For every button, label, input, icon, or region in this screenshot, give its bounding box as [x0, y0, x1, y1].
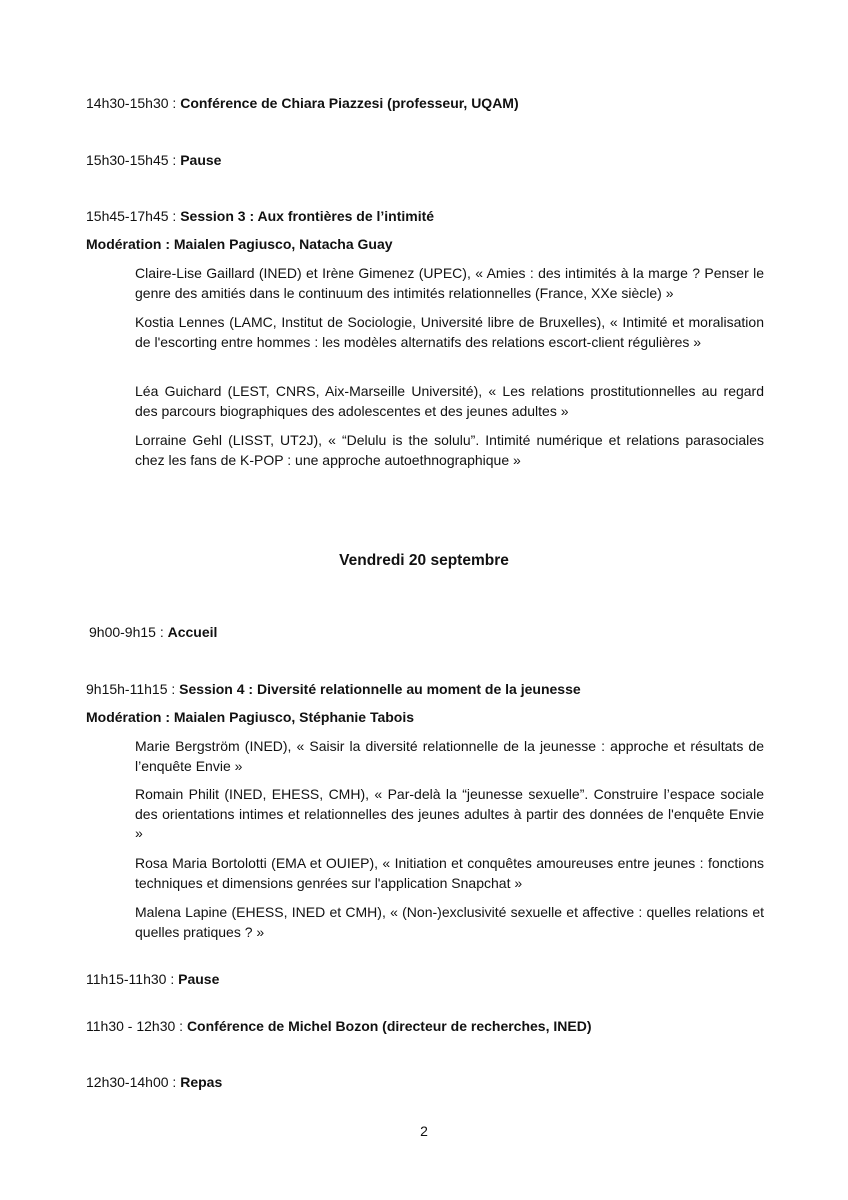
talk-text: Léa Guichard (LEST, CNRS, Aix-Marseille Université), « Les relations prostitutionnelles au regard des parcours biographiques des adolescentes et des jeunes adultes »	[135, 383, 764, 419]
time-label: 9h15h-11h15 :	[86, 681, 180, 697]
talk-item	[135, 431, 764, 470]
session-4-moderation	[86, 708, 414, 727]
day-heading: Vendredi 20 septembre	[339, 552, 509, 569]
time-label: 14h30-15h30 :	[86, 95, 181, 111]
talk-text: Kostia Lennes (LAMC, Institut de Sociologie, Université libre de Bruxelles), « Intimité et moralisation de l'escorting entre hommes : les modèles alternatifs des relations escort-client régulières »	[135, 314, 764, 350]
time-label: 11h30 - 12h30 :	[86, 1018, 187, 1034]
session-3-moderation	[86, 235, 393, 254]
talk-item	[135, 313, 764, 352]
moderation-text: Modération : Maialen Pagiusco, Stéphanie Tabois	[86, 709, 415, 725]
talk-item	[135, 264, 764, 303]
talk-text: Malena Lapine (EHESS, INED et CMH), « (Non-)exclusivité sexuelle et affective : quelles relations et quelles pratiques ? »	[135, 904, 764, 940]
item-title: Accueil	[167, 624, 218, 640]
talk-item	[135, 903, 764, 942]
item-title: Pause	[180, 152, 222, 168]
talk-text: Rosa Maria Bortolotti (EMA et OUIEP), « Initiation et conquêtes amoureuses entre jeunes : fonctions techniques et dimensions genrées sur l'application Snapchat »	[135, 855, 764, 891]
talk-item	[135, 737, 764, 776]
talk-text: Romain Philit (INED, EHESS, CMH), « Par-delà la “jeunesse sexuelle”. Construire l’espace sociale des orientations intimes et relationnelles des jeunes adultes à partir des données de l'enquête Envie »	[135, 786, 764, 841]
schedule-item-conference-bozon	[86, 1017, 591, 1036]
talk-item	[135, 854, 764, 893]
time-label: 12h30-14h00 :	[86, 1074, 181, 1090]
schedule-item-session-3	[86, 207, 434, 226]
schedule-item-pause-1	[86, 151, 221, 170]
item-title: Conférence de Michel Bozon (directeur de recherches, INED)	[186, 1018, 592, 1034]
time-label: 15h45-17h45 :	[86, 208, 181, 224]
time-label: 9h00-9h15 :	[89, 624, 168, 640]
time-label: 15h30-15h45 :	[86, 152, 181, 168]
talk-text: Lorraine Gehl (LISST, UT2J), « “Delulu is the solulu”. Intimité numérique et relations parasociales chez les fans de K-POP : une approche autoethnographique »	[135, 432, 764, 468]
time-label: 11h15-11h30 :	[86, 971, 179, 987]
item-title: Conférence de Chiara Piazzesi (professeur, UQAM)	[180, 95, 519, 111]
moderation-text: Modération : Maialen Pagiusco, Natacha Guay	[86, 236, 393, 252]
talk-text: Marie Bergström (INED), « Saisir la diversité relationnelle de la jeunesse : approche et résultats de l’enquête Envie »	[135, 738, 764, 774]
item-title: Repas	[180, 1074, 223, 1090]
talk-item	[135, 382, 764, 421]
item-title: Session 3 : Aux frontières de l’intimité	[180, 208, 435, 224]
item-title: Session 4 : Diversité relationnelle au moment de la jeunesse	[179, 681, 581, 697]
schedule-item-conference-piazzesi	[86, 94, 519, 113]
schedule-item-pause-2	[86, 970, 219, 989]
schedule-item-session-4	[86, 680, 581, 699]
talk-text: Claire-Lise Gaillard (INED) et Irène Gimenez (UPEC), « Amies : des intimités à la marge ? Penser le genre des amitiés dans le continuum des intimités relationnelles (France, XXe siècle) »	[135, 265, 764, 301]
talk-item	[135, 785, 764, 844]
item-title: Pause	[178, 971, 220, 987]
schedule-item-repas	[86, 1073, 222, 1092]
schedule-item-accueil	[89, 623, 217, 642]
page-number: 2	[420, 1123, 428, 1139]
